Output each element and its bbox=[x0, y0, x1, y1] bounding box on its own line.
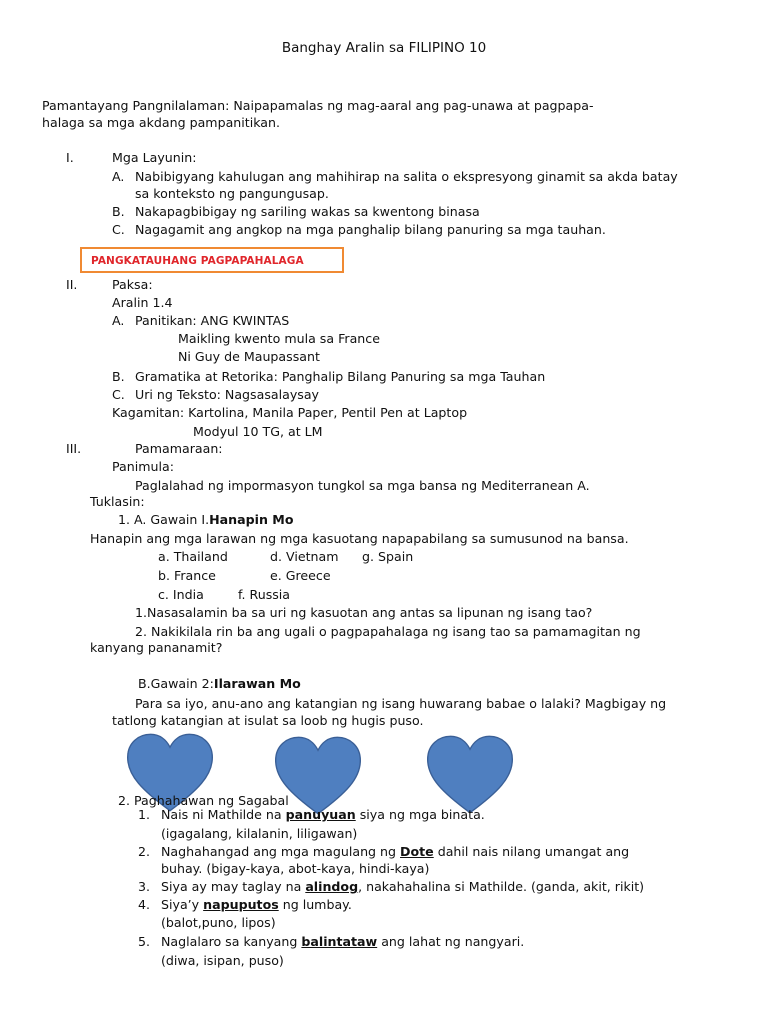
objective-a-line-2: sa konteksto ng pangungusap. bbox=[135, 186, 329, 201]
objective-c-text: Nagagamit ang angkop na mga panghalip bilang panuring sa mga tauhan. bbox=[135, 222, 606, 237]
intro-heading: Panimula: bbox=[112, 459, 174, 474]
objective-b-text: Nakapagbibigay ng sariling wakas sa kwentong binasa bbox=[135, 204, 480, 219]
activity-2-line-1: Para sa iyo, anu-ano ang katangian ng isang huwarang babae o lalaki? Magbigay ng bbox=[135, 696, 667, 711]
vocab-1-sentence bbox=[161, 807, 485, 823]
vocab-1-mark: 1. bbox=[138, 807, 151, 822]
vocab-3-sentence bbox=[161, 879, 644, 895]
topic-b-text: Gramatika at Retorika: Panghalip Bilang Panuring sa mga Tauhan bbox=[135, 369, 546, 384]
vocab-1-choices: (igagalang, kilalanin, liligawan) bbox=[161, 826, 358, 841]
page-title: Banghay Aralin sa FILIPINO 10 bbox=[281, 40, 487, 56]
country-d: d. Vietnam bbox=[270, 549, 339, 564]
topic-a-text: Panitikan: ANG KWINTAS bbox=[135, 313, 290, 328]
section-1-number: I. bbox=[66, 150, 74, 165]
objective-b-mark: B. bbox=[112, 204, 125, 219]
vocab-2-post: dahil nais nilang umangat ang bbox=[433, 844, 630, 859]
section-3-number: III. bbox=[66, 441, 82, 456]
activity-2-line-2: tatlong katangian at isulat sa loob ng hugis puso. bbox=[112, 713, 424, 728]
topic-c-mark: C. bbox=[112, 387, 125, 402]
vocab-2-choices: buhay. (bigay-kaya, abot-kaya, hindi-kaya) bbox=[161, 861, 430, 876]
vocab-2-mark: 2. bbox=[138, 844, 151, 859]
country-b: b. France bbox=[158, 568, 216, 583]
country-g: g. Spain bbox=[362, 549, 414, 564]
activity-1-heading bbox=[118, 512, 294, 528]
vocab-5-pre: Naglalaro sa kanyang bbox=[161, 934, 302, 949]
section-1-heading: Mga Layunin: bbox=[112, 150, 197, 165]
country-c: c. India bbox=[158, 587, 204, 602]
vocab-4-mark: 4. bbox=[138, 897, 151, 912]
activity-1-prefix: 1. A. Gawain I. bbox=[118, 512, 210, 527]
vocab-4-sentence bbox=[161, 897, 352, 913]
question-1: 1.Nasasalamin ba sa uri ng kasuotan ang antas sa lipunan ng isang tao? bbox=[135, 605, 593, 620]
vocabulary-heading: 2. Paghahawan ng Sagabal bbox=[118, 793, 289, 808]
vocab-3-pre: Siya ay may taglay na bbox=[161, 879, 306, 894]
materials-line-2: Modyul 10 TG, at LM bbox=[193, 424, 323, 439]
vocab-4-choices: (balot,puno, lipos) bbox=[161, 915, 276, 930]
topic-c-text: Uri ng Teksto: Nagsasalaysay bbox=[135, 387, 320, 402]
topic-a-sub-1: Maikling kwento mula sa France bbox=[178, 331, 380, 346]
value-box bbox=[80, 247, 344, 273]
country-a: a. Thailand bbox=[158, 549, 228, 564]
activity-2-title: Ilarawan Mo bbox=[213, 676, 301, 691]
topic-b-mark: B. bbox=[112, 369, 125, 384]
vocab-5-sentence bbox=[161, 934, 524, 950]
vocab-5-post: ang lahat ng nangyari. bbox=[377, 934, 525, 949]
country-e: e. Greece bbox=[270, 568, 331, 583]
lesson-number: Aralin 1.4 bbox=[112, 295, 173, 310]
value-box-label: PANGKATAUHANG PAGPAPAHALAGA bbox=[91, 255, 304, 267]
heart-shape-3 bbox=[424, 732, 516, 818]
topic-a-mark: A. bbox=[112, 313, 125, 328]
vocab-1-word: panuyuan bbox=[285, 807, 356, 822]
section-3-heading: Pamamaraan: bbox=[135, 441, 223, 456]
vocab-3-word: alindog bbox=[305, 879, 359, 894]
vocab-3-post: , nakahahalina si Mathilde. (ganda, akit, rikit) bbox=[358, 879, 645, 894]
vocab-2-word: Dote bbox=[400, 844, 434, 859]
activity-2-heading bbox=[138, 676, 301, 692]
intro-line-1: Paglalahad ng impormasyon tungkol sa mga bansa ng Mediterranean A. bbox=[135, 478, 590, 493]
standard-line-2: halaga sa mga akdang pampanitikan. bbox=[42, 115, 280, 130]
country-f: f. Russia bbox=[238, 587, 291, 602]
section-2-heading: Paksa: bbox=[112, 277, 153, 292]
vocab-3-mark: 3. bbox=[138, 879, 151, 894]
vocab-4-pre: Siya’y bbox=[161, 897, 204, 912]
question-2-line-2: kanyang pananamit? bbox=[90, 640, 223, 655]
vocab-5-word: balintataw bbox=[301, 934, 378, 949]
vocab-4-post: ng lumbay. bbox=[278, 897, 352, 912]
vocab-2-sentence bbox=[161, 844, 629, 860]
intro-line-2: Tuklasin: bbox=[90, 494, 145, 509]
vocab-1-post: siya ng mga binata. bbox=[355, 807, 485, 822]
vocab-1-pre: Nais ni Mathilde na bbox=[161, 807, 286, 822]
standard-line-1: Pamantayang Pangnilalaman: Naipapamalas ng mag-aaral ang pag-unawa at pagpapa- bbox=[42, 98, 594, 113]
section-2-number: II. bbox=[66, 277, 78, 292]
activity-1-title: Hanapin Mo bbox=[209, 512, 294, 527]
question-2-line-1: 2. Nakikilala rin ba ang ugali o pagpapahalaga ng isang tao sa pamamagitan ng bbox=[135, 624, 641, 639]
vocab-5-mark: 5. bbox=[138, 934, 151, 949]
activity-2-prefix: B.Gawain 2: bbox=[138, 676, 214, 691]
vocab-5-choices: (diwa, isipan, puso) bbox=[161, 953, 284, 968]
objective-c-mark: C. bbox=[112, 222, 125, 237]
activity-1-instruction: Hanapin ang mga larawan ng mga kasuotang napapabilang sa sumusunod na bansa. bbox=[90, 531, 629, 546]
topic-a-sub-2: Ni Guy de Maupassant bbox=[178, 349, 320, 364]
objective-a-line-1: Nabibigyang kahulugan ang mahihirap na salita o ekspresyong ginamit sa akda batay bbox=[135, 169, 678, 184]
materials-line-1: Kagamitan: Kartolina, Manila Paper, Pentil Pen at Laptop bbox=[112, 405, 468, 420]
vocab-2-pre: Naghahangad ang mga magulang ng bbox=[161, 844, 401, 859]
objective-a-mark: A. bbox=[112, 169, 125, 184]
vocab-4-word: napuputos bbox=[203, 897, 279, 912]
